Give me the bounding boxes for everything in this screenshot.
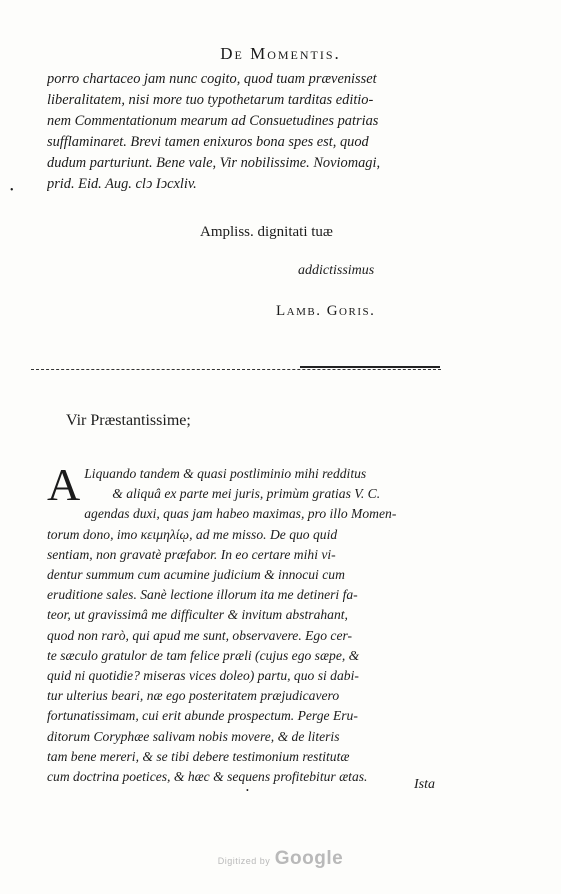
text-line: porro chartaceo jam nunc cogito, quod tuam prævenisset xyxy=(47,71,377,87)
text-line: ditorum Coryphæe salivam nobis movere, & de literis xyxy=(47,728,340,744)
text-line: eruditione sales. Sanè lectione illorum ita me detineri fa- xyxy=(47,587,358,603)
text-line: tam bene mereri, & se tibi debere testimonium restitutæ xyxy=(47,748,350,764)
text-line: quid ni quotidie? miseras vices doleo) partu, quo si dabi- xyxy=(47,668,359,684)
text-line: prid. Eid. Aug. clↄ Iↄcxliv. xyxy=(47,176,197,192)
closing-formula: Ampliss. dignitati tuæ xyxy=(200,224,333,240)
running-head: De Momentis. xyxy=(220,44,341,63)
watermark-prefix: Digitized by xyxy=(217,856,271,866)
text-line: nem Commentationum mearum ad Consuetudines patrias xyxy=(47,113,379,129)
text-line: Liquando tandem & quasi postliminio mihi redditus xyxy=(84,466,367,481)
text-line: fortunatissimam, cui erit abunde prospectum. Perge Eru- xyxy=(47,708,358,724)
letter-body xyxy=(47,459,447,787)
text-line: sentiam, non gravatè præfabor. In eo certare mihi vi- xyxy=(47,546,336,562)
text-line: teor, ut gravissimâ me difficulter & invitum abstrahant, xyxy=(47,607,348,623)
text-line: dudum parturiunt. Bene vale, Vir nobilissime. Noviomagi, xyxy=(47,155,381,171)
closing-devotion: addictissimus xyxy=(298,263,375,278)
text-line: torum dono, imo κειμηλίῳ, ad me misso. De quo quid xyxy=(47,526,338,542)
letter-ending xyxy=(47,69,447,195)
signature: Lamb. Goris. xyxy=(276,303,376,319)
catchword: Ista xyxy=(414,777,435,792)
google-logo: Google xyxy=(274,848,344,869)
text-line: sufflaminaret. Brevi tamen enixuros bona spes est, quod xyxy=(47,134,369,150)
section-divider-thick xyxy=(300,366,440,368)
text-line: agendas duxi, quas jam habeo maximas, pro illo Momen- xyxy=(84,506,397,522)
text-line: & aliquâ ex parte mei juris, primùm gratias V. C. xyxy=(112,486,381,502)
text-line: quod non rarò, qui apud me sunt, observavere. Ego cer- xyxy=(47,627,353,643)
margin-mark: • xyxy=(246,786,249,795)
text-line: tur ulterius beari, næ ego posteritatem præjudicavero xyxy=(47,688,340,704)
margin-mark: • xyxy=(10,185,14,196)
salutation: Vir Præstantissime; xyxy=(66,412,191,429)
text-line: cum doctrina poetices, & hæc & sequens profitebitur ætas. xyxy=(47,769,368,785)
digitization-watermark xyxy=(0,848,561,870)
text-line: te sæculo gratulor de tam felice præli (cujus ego sæpe, & xyxy=(47,647,360,663)
section-divider xyxy=(31,369,441,370)
text-line: dentur summum cum acumine judicium & innocui cum xyxy=(47,567,345,583)
text-line: liberalitatem, nisi more tuo typothetarum tarditas editio- xyxy=(47,92,374,108)
drop-cap: A xyxy=(47,459,81,510)
